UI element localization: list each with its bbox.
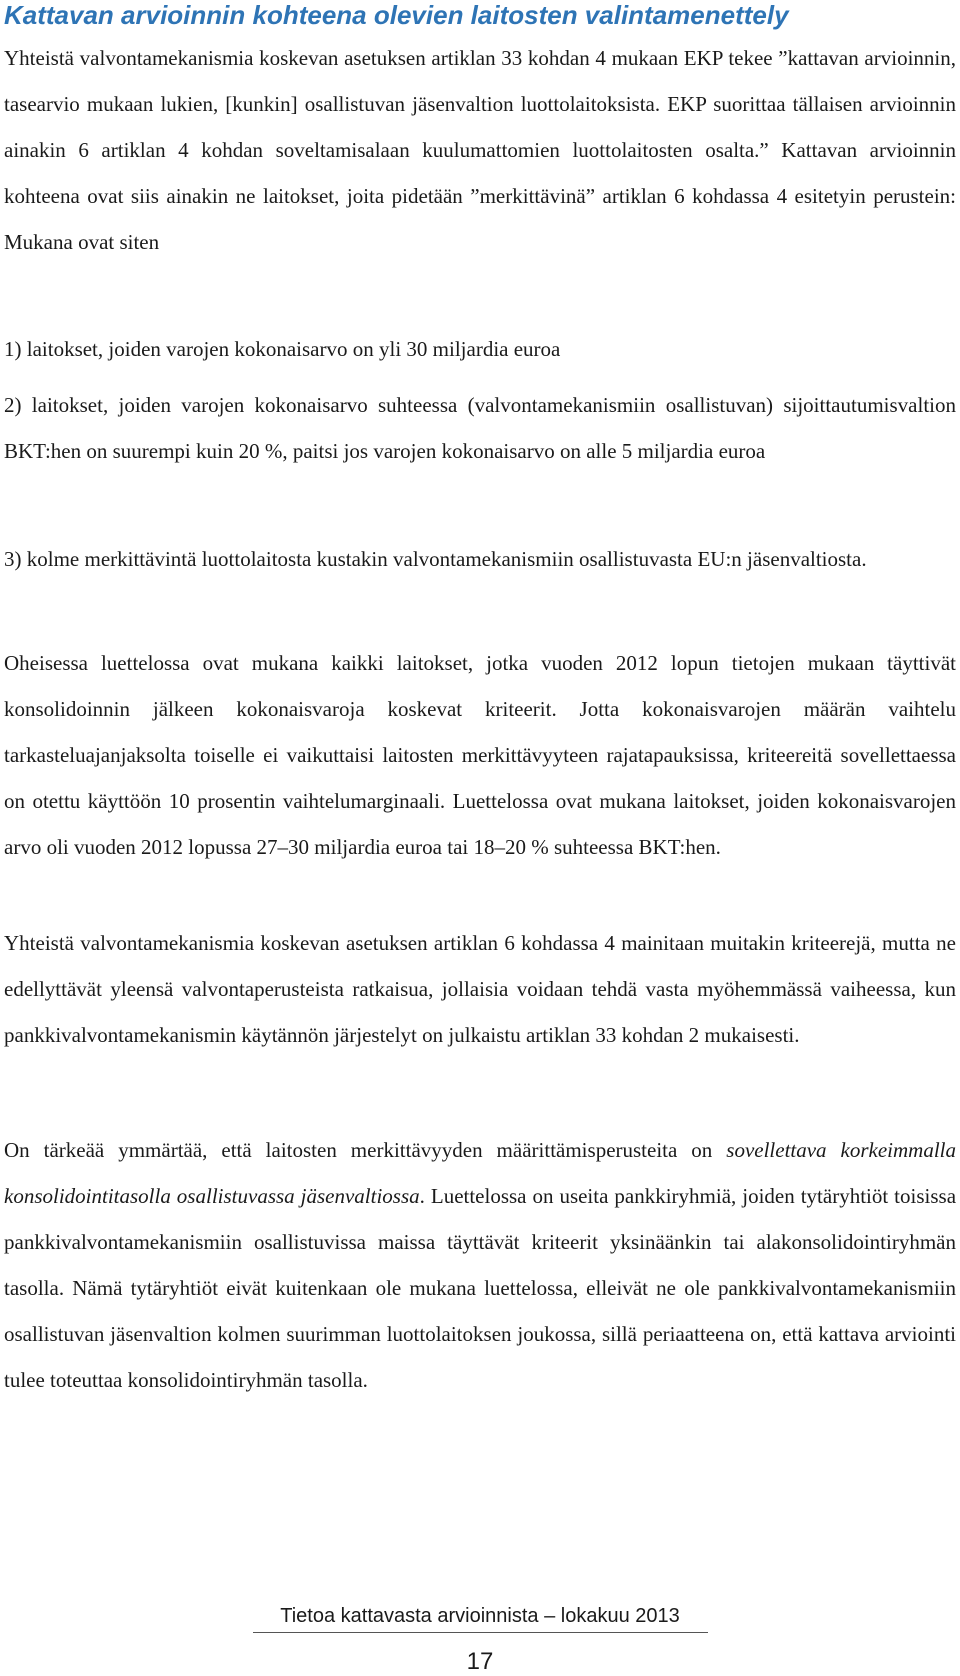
page-number: 17 <box>466 1648 494 1675</box>
other-criteria-paragraph-text: Yhteistä valvontamekanismia koskevan asetuksen artiklan 6 kohdassa 4 mainitaan muitakin kriteerejä, mutta ne edellyttävät yleensä valvontaperusteista ratkaisua, jollaisia voidaan tehdä vasta myöhemmässä vaiheessa, kun pankkivalvontamekanismin käytännön järjestelyt on julkaistu artiklan 33 kohdan 2 mukaisesti. <box>4 931 956 1047</box>
consolidation-level-paragraph <box>4 1127 956 1403</box>
institutions-list-paragraph-text: Oheisessa luettelossa ovat mukana kaikki laitokset, jotka vuoden 2012 lopun tietojen mukaan täyttivät konsolidoinnin jälkeen kokonaisvaroja koskevat kriteerit. Jotta kokonaisvarojen määrän vaihtelu tarkasteluajanjaksolta toiselle ei vaikuttaisi laitosten merkittävyyteen rajatapauksissa, kriteereitä sovellettaessa on otettu käyttöön 10 prosentin vaihtelumarginaali. Luettelossa ovat mukana laitokset, joiden kokonaisvarojen arvo oli vuoden 2012 lopussa 27–30 miljardia euroa tai 18–20 % suhteessa BKT:hen. <box>4 651 956 859</box>
criteria-list-item-2-text: 2) laitokset, joiden varojen kokonaisarvo suhteessa (valvontamekanismiin osallistuvan) sijoittautumisvaltion BKT:hen on suurempi kuin 20 %, paitsi jos varojen kokonaisarvo on alle 5 miljardia euroa <box>4 393 956 463</box>
criteria-list-item-1 <box>4 326 956 372</box>
footer-divider <box>253 1632 708 1633</box>
institutions-list-paragraph <box>4 640 956 870</box>
other-criteria-paragraph <box>4 920 956 1058</box>
criteria-list-item-2 <box>4 382 956 474</box>
footer-title: Tietoa kattavasta arvioinnista – lokakuu 2013 <box>280 1605 680 1627</box>
criteria-list-item-3-text: 3) kolme merkittävintä luottolaitosta kustakin valvontamekanismiin osallistuvasta EU:n jäsenvaltiosta. <box>4 547 867 571</box>
consolidation-level-paragraph-text <box>4 1127 956 1403</box>
criteria-list-item-3 <box>4 536 956 582</box>
criteria-list-item-1-text: 1) laitokset, joiden varojen kokonaisarvo on yli 30 miljardia euroa <box>4 337 561 361</box>
consolidation-text-emphasis: sovellettava korkeimmalla konsolidointitasolla osallistuvassa jäsenvaltiossa <box>4 1138 956 1208</box>
consolidation-text-after: . Luettelossa on useita pankkiryhmiä, joiden tytäryhtiöt toisissa pankkivalvontamekanismiin osallistuvissa maissa täyttävät kriteerit yksinäänkin tai alakonsolidointiryhmän tasolla. Nämä tytäryhtiöt eivät kuitenkaan ole mukana luettelossa, elleivät ne ole pankkivalvontamekanismiin osallistuvan jäsenvaltion kolmen suurimman luottolaitoksen joukossa, sillä periaatteena on, että kattava arviointi tulee toteuttaa konsolidointiryhmän tasolla. <box>4 1184 957 1392</box>
section-heading: Kattavan arvioinnin kohteena olevien laitosten valintamenettely <box>4 0 789 30</box>
intro-paragraph-text: Yhteistä valvontamekanismia koskevan asetuksen artiklan 33 kohdan 4 mukaan EKP tekee ”kattavan arvioinnin, tasearvio mukaan lukien, [kunkin] osallistuvan jäsenvaltion luottolaitoksista. EKP suorittaa tällaisen arvioinnin ainakin 6 artiklan 4 kohdan soveltamisalaan kuulumattomien luottolaitosten osalta.” Kattavan arvioinnin kohteena ovat siis ainakin ne laitokset, joita pidetään ”merkittävinä” artiklan 6 kohdassa 4 esitetyin perustein: Mukana ovat siten <box>4 46 956 254</box>
consolidation-text-before: On tärkeää ymmärtää, että laitosten merkittävyyden määrittämisperusteita on <box>4 1138 727 1162</box>
intro-paragraph <box>4 35 956 265</box>
